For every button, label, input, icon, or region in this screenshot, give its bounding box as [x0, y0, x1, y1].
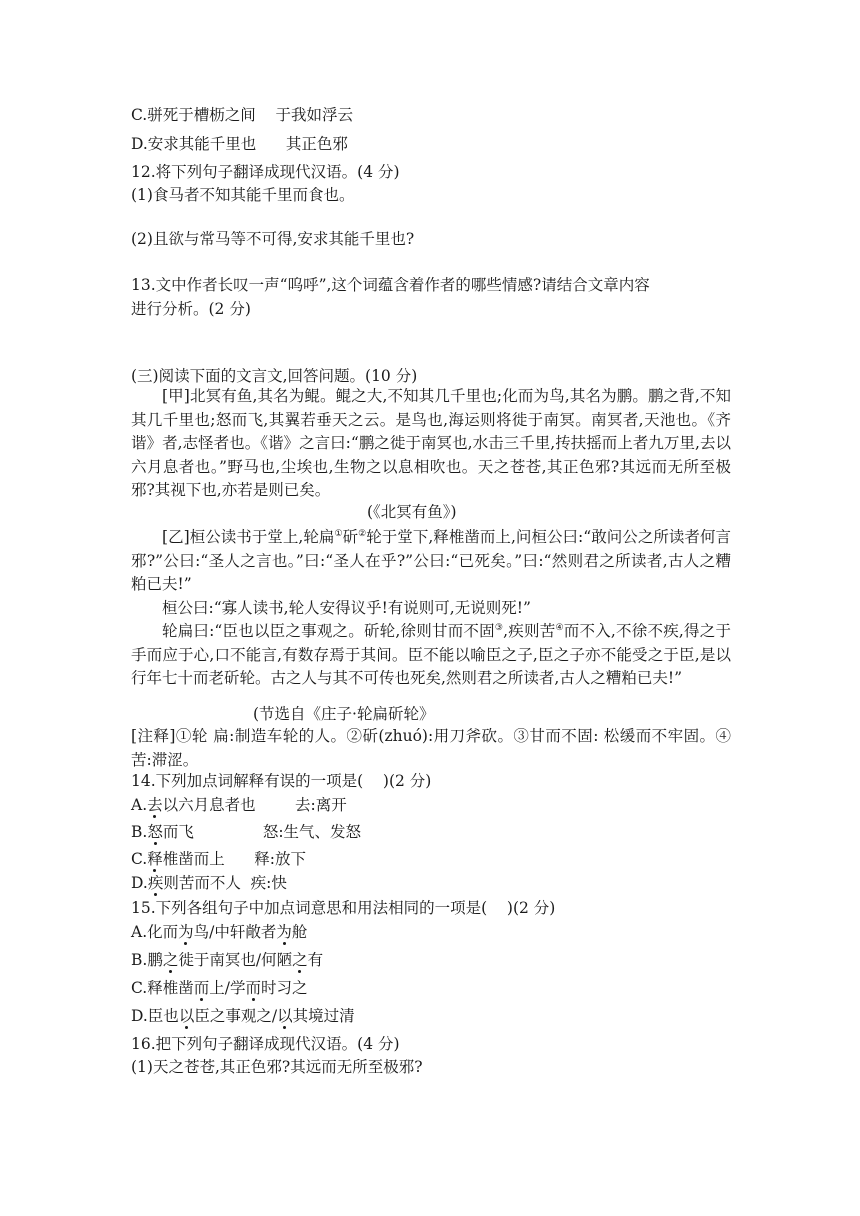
- q15-b-text-3: 有: [307, 951, 324, 969]
- passage-yi-p3-b: ,疾则苦: [503, 622, 556, 640]
- q14-a-rest: 以六月息者也 去:离开: [162, 796, 347, 814]
- q14-c-dotted-word: 释: [147, 850, 163, 868]
- q15-option-a: [131, 922, 307, 942]
- section3-heading: (三)阅读下面的文言文,回答问题。(10 分): [131, 367, 418, 385]
- q14-b-rest: 而飞 怒:生气、发怒: [162, 823, 362, 841]
- annotation-notes: [注释]①轮 扁:制造车轮的人。②斫(zhuó):用刀斧砍。③甘而不固: 松缓而不牢固。④苦:滞涩。: [131, 727, 731, 769]
- q15-option-b: [131, 950, 323, 970]
- q15-c-text-2: 上/学: [209, 979, 246, 997]
- q13-line-1: 13.文中作者长叹一声“呜呼”,这个词蕴含着作者的哪些情感?请结合文章内容: [131, 276, 650, 294]
- q15-c-dotted-2: 而: [245, 979, 261, 997]
- passage-yi-p3-c: 而不入,不徐不疾,得之于手而应于心,口不能言,有数存焉于其间。臣不能以喻臣之子,臣之子亦不能受之于臣,是以行年七十而老斫轮。古之人与其不可传也死矣,然则君之所读者,古人之糟粕已夫!”: [131, 622, 731, 687]
- q14-b-dotted-word: 怒: [147, 823, 163, 841]
- q15-b-text-2: 徙于南冥也/何陋: [178, 951, 293, 969]
- passage-yi-p1-c: 轮于堂下,释椎凿而上,问桓公曰:“敢问公之所读者何言邪?”公曰:“圣人之言也。”曰:“圣人在乎?”公曰:“已死矣。”曰:“然则君之所读者,古人之糟粕已夫!”: [131, 528, 731, 593]
- q15-d-text-2: 臣之事观之/: [194, 1007, 278, 1025]
- q12-sentence-1: (1)食马者不知其能千里而食也。: [131, 186, 355, 204]
- q15-option-c: [131, 978, 308, 998]
- q15-a-text-1: A.化而: [131, 923, 179, 941]
- q12-sentence-2: (2)且欲与常马等不可得,安求其能千里也?: [131, 230, 415, 248]
- q15-c-dotted-1: 而: [193, 979, 210, 997]
- q15-stem: 15.下列各组句子中加点词意思和用法相同的一项是( )(2 分): [131, 899, 556, 917]
- passage-yi-p3: [131, 620, 731, 691]
- q16-stem: 16.把下列句子翻译成现代汉语。(4 分): [131, 1035, 400, 1053]
- q14-c-prefix: C.: [131, 850, 148, 868]
- q14-a-dotted-word: 去: [147, 796, 163, 814]
- q15-d-dotted-2: 以: [277, 1007, 293, 1025]
- q16-sentence-1: (1)天之苍苍,其正色邪?其远而无所至极邪?: [131, 1058, 423, 1076]
- passage-yi-p3-a: 轮扁曰:“臣也以臣之事观之。斫轮,徐则甘而不固: [162, 622, 495, 640]
- footnote-ref-4: ④: [555, 622, 564, 633]
- q14-c-rest: 椎凿而上 释:放下: [162, 850, 307, 868]
- q12-stem: 12.将下列句子翻译成现代汉语。(4 分): [131, 163, 400, 181]
- q15-c-text-3: 时习之: [261, 979, 308, 997]
- q15-option-d: [131, 1006, 355, 1026]
- passage-yi-p2: 桓公曰:“寡人读书,轮人安得议乎!有说则可,无说则死!”: [162, 599, 531, 617]
- q14-option-d: [131, 873, 287, 893]
- q15-c-text-1: C.释椎凿: [131, 979, 194, 997]
- q14-option-c: [131, 849, 306, 869]
- q15-a-dotted-2: 为: [276, 923, 292, 941]
- q11-option-c: C.骈死于槽枥之间 于我如浮云: [131, 106, 353, 124]
- q14-a-prefix: A.: [131, 796, 148, 814]
- q15-d-text-1: D.臣也: [131, 1007, 179, 1025]
- q14-d-dotted-word: 疾: [147, 874, 164, 892]
- q15-b-text-1: B.鹏: [131, 951, 163, 969]
- q14-d-prefix: D.: [131, 874, 148, 892]
- passage-yi-p1-a: [乙]桓公读书于堂上,轮扁: [162, 528, 335, 546]
- q15-a-dotted-1: 为: [178, 923, 194, 941]
- q15-a-text-2: 鸟/中轩敞者: [193, 923, 277, 941]
- footnote-ref-1: ①: [334, 528, 343, 539]
- q15-d-text-3: 其境过清: [292, 1007, 355, 1025]
- q15-a-text-3: 舱: [291, 923, 308, 941]
- q14-option-b: [131, 822, 361, 842]
- q13-line-2: 进行分析。(2 分): [131, 300, 251, 318]
- footnote-ref-3: ③: [494, 622, 504, 633]
- passage-jia-source: (《北冥有鱼》): [367, 503, 457, 521]
- q14-stem: 14.下列加点词解释有误的一项是( )(2 分): [131, 772, 432, 790]
- q14-d-rest: 则苦而不人 疾:快: [163, 874, 287, 892]
- passage-yi-source: (节选自《庄子·轮扁斫轮》: [253, 705, 435, 723]
- q15-b-dotted-2: 之: [292, 951, 308, 969]
- passage-jia: [甲]北冥有鱼,其名为鲲。鲲之大,不知其几千里也;化而为鸟,其名为鹏。鹏之背,不知其几千里也;怒而飞,其翼若垂天之云。是鸟也,海运则将徙于南冥。南冥者,天池也。《齐谐》者,志怪者也。《谐》之言曰:“鹏之徙于南冥也,水击三千里,抟扶摇而上者九万里,去以六月息者也。”野马也,尘埃也,生物之以息相吹也。天之苍苍,其正色邪?其远而无所至极邪?其视下也,亦若是则已矣。: [131, 387, 731, 499]
- q14-option-a: [131, 795, 347, 815]
- q11-option-d: D.安求其能千里也 其正色邪: [131, 135, 348, 153]
- q14-b-prefix: B.: [131, 823, 148, 841]
- footnote-ref-2: ②: [358, 528, 367, 539]
- q15-d-dotted-1: 以: [178, 1007, 195, 1025]
- passage-yi-p1: [131, 526, 731, 597]
- passage-yi-p1-b: 斫: [342, 528, 359, 546]
- q15-b-dotted-1: 之: [162, 951, 179, 969]
